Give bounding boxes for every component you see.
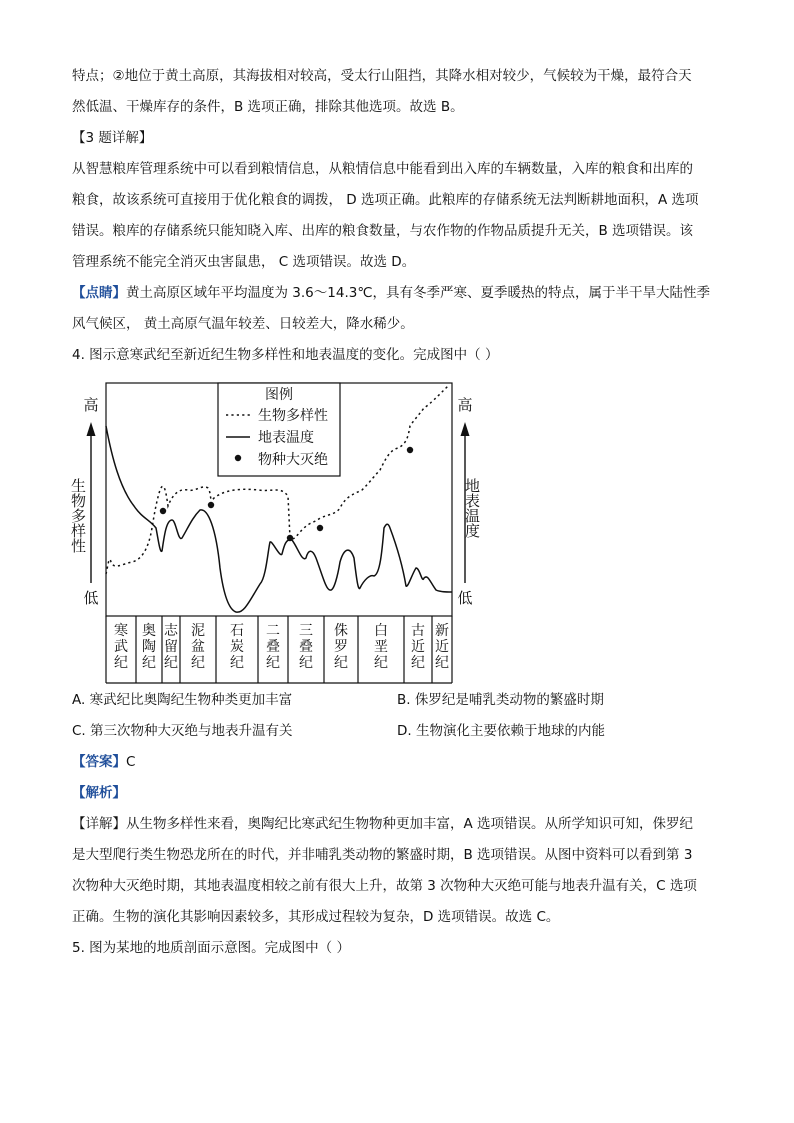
period-label-char: 寒: [114, 623, 128, 639]
q3-detail-line: 粮食，故该系统可直接用于优化粮食的调拨， D 选项正确。此粮库的存储系统无法判断耕地面积，A 选项: [72, 192, 699, 208]
period-label-char: 纪: [142, 655, 156, 671]
option-d[interactable]: D. 生物演化主要依赖于地球的内能: [397, 723, 605, 739]
answer-value: C: [126, 754, 136, 770]
period-label-char: 留: [164, 639, 178, 655]
period-label-char: 二: [266, 623, 280, 639]
period-label-char: 纪: [299, 655, 313, 671]
biodiversity-temperature-figure: [68, 378, 488, 688]
dianjing-line: [72, 283, 710, 303]
period-label-char: 纪: [334, 655, 348, 671]
period-label-char: 叠: [266, 639, 280, 655]
q3-detail-line: 管理系统不能完全消灭虫害鼠患， C 选项错误。故选 D。: [72, 254, 416, 270]
left-axis-low: 低: [83, 589, 99, 607]
extinction-point-2: [208, 502, 214, 508]
option-c[interactable]: C. 第三次物种大灭绝与地表升温有关: [72, 723, 293, 739]
q4-detail-line: 是大型爬行类生物恐龙所在的时代，并非哺乳类动物的繁盛时期，B 选项错误。从图中资料可以看到第 3: [72, 847, 693, 863]
right-axis-high: 高: [457, 396, 473, 414]
question-5-stem: 5. 图为某地的地质剖面示意图。完成图中（ ）: [72, 940, 350, 956]
period-label-char: 叠: [299, 639, 313, 655]
extinction-point-5: [407, 447, 413, 453]
period-label-char: 纪: [435, 655, 449, 671]
period-label-char: 纪: [191, 655, 205, 671]
period-label-char: 纪: [266, 655, 280, 671]
period-label-char: 罗: [334, 639, 348, 655]
period-label-char: 新: [435, 623, 449, 639]
q3-detail-line: 从智慧粮库管理系统中可以看到粮情信息，从粮情信息中能看到出入库的车辆数量，入库的粮食和出库的: [72, 161, 693, 177]
detail-tag: 【详解】: [72, 816, 126, 832]
extinction-point-4: [317, 525, 323, 531]
q3-header: 【3 题详解】: [72, 130, 153, 146]
q4-detail-line: 次物种大灭绝时期，其地表温度相较之前有很大上升，故第 3 次物种大灭绝可能与地表升温有关，C 选项: [72, 878, 697, 894]
period-label-char: 侏: [334, 623, 348, 639]
legend-swatch-extinction: [235, 455, 241, 461]
period-label-char: 武: [114, 639, 128, 655]
period-label-char: 志: [164, 623, 178, 639]
explanation-line: 然低温、干燥库存的条件，B 选项正确，排除其他选项。故选 B。: [72, 99, 464, 115]
answer-tag: 【答案】: [72, 754, 126, 770]
period-label-char: 近: [411, 639, 425, 655]
legend-label-extinction: 物种大灭绝: [258, 452, 328, 468]
period-label-char: 白: [374, 623, 388, 639]
q4-detail-line: [72, 814, 693, 834]
dianjing-text: 黄土高原区域年平均温度为 3.6～14.3℃，具有冬季严寒、夏季暖热的特点，属于半干旱大陆性季: [126, 285, 710, 301]
option-a[interactable]: A. 寒武纪比奥陶纪生物种类更加丰富: [72, 692, 293, 708]
period-label-char: 陶: [142, 639, 156, 655]
right-axis-arrow: [461, 422, 470, 436]
period-label-char: 三: [299, 623, 313, 639]
dianjing-tag: 【点睛】: [72, 285, 126, 301]
extinction-point-3: [287, 535, 293, 541]
legend-label-biodiversity: 生物多样性: [258, 408, 328, 424]
legend-label-temperature: 地表温度: [258, 430, 314, 446]
right-axis-low: 低: [457, 589, 473, 607]
period-label-char: 炭: [230, 639, 244, 655]
period-label-char: 纪: [374, 655, 388, 671]
period-label-char: 垩: [374, 639, 388, 655]
question-4-stem: 4. 图示意寒武纪至新近纪生物多样性和地表温度的变化。完成图中（ ）: [72, 347, 499, 363]
left-axis-high: 高: [83, 396, 99, 414]
extinction-point-1: [160, 508, 166, 514]
period-cells: [114, 616, 449, 683]
q4-detail-line: 正确。生物的演化其影响因素较多，其形成过程较为复杂，D 选项错误。故选 C。: [72, 909, 560, 925]
dianjing-line: 风气候区， 黄土高原气温年较差、日较差大，降水稀少。: [72, 316, 414, 332]
period-label-char: 石: [230, 623, 244, 639]
option-b[interactable]: B. 侏罗纪是哺乳类动物的繁盛时期: [397, 692, 604, 708]
right-axis-label: 地表温度: [463, 478, 481, 538]
left-axis-arrow: [87, 422, 96, 436]
explanation-line: 特点；②地位于黄土高原，其海拔相对较高，受太行山阻挡，其降水相对较少，气候较为干燥，最符合天: [72, 68, 692, 84]
answer-line: [72, 752, 135, 772]
period-label-char: 纪: [164, 655, 178, 671]
q3-detail-line: 错误。粮库的存储系统只能知晓入库、出库的粮食数量，与农作物的作物品质提升无关，B 选项错误。该: [72, 223, 694, 239]
period-label-char: 盆: [191, 639, 205, 655]
period-label-char: 泥: [191, 623, 205, 639]
legend-title: 图例: [265, 387, 293, 403]
period-label-char: 纪: [114, 655, 128, 671]
period-label-char: 古: [411, 623, 425, 639]
period-label-char: 奥: [142, 623, 156, 639]
period-label-char: 纪: [411, 655, 425, 671]
period-label-char: 纪: [230, 655, 244, 671]
detail-text: 从生物多样性来看，奥陶纪比寒武纪生物物种更加丰富，A 选项错误。从所学知识可知，侏罗纪: [126, 816, 694, 832]
analysis-tag: 【解析】: [72, 785, 126, 801]
left-axis-label: 生物多样性: [69, 478, 87, 553]
period-label-char: 近: [435, 639, 449, 655]
